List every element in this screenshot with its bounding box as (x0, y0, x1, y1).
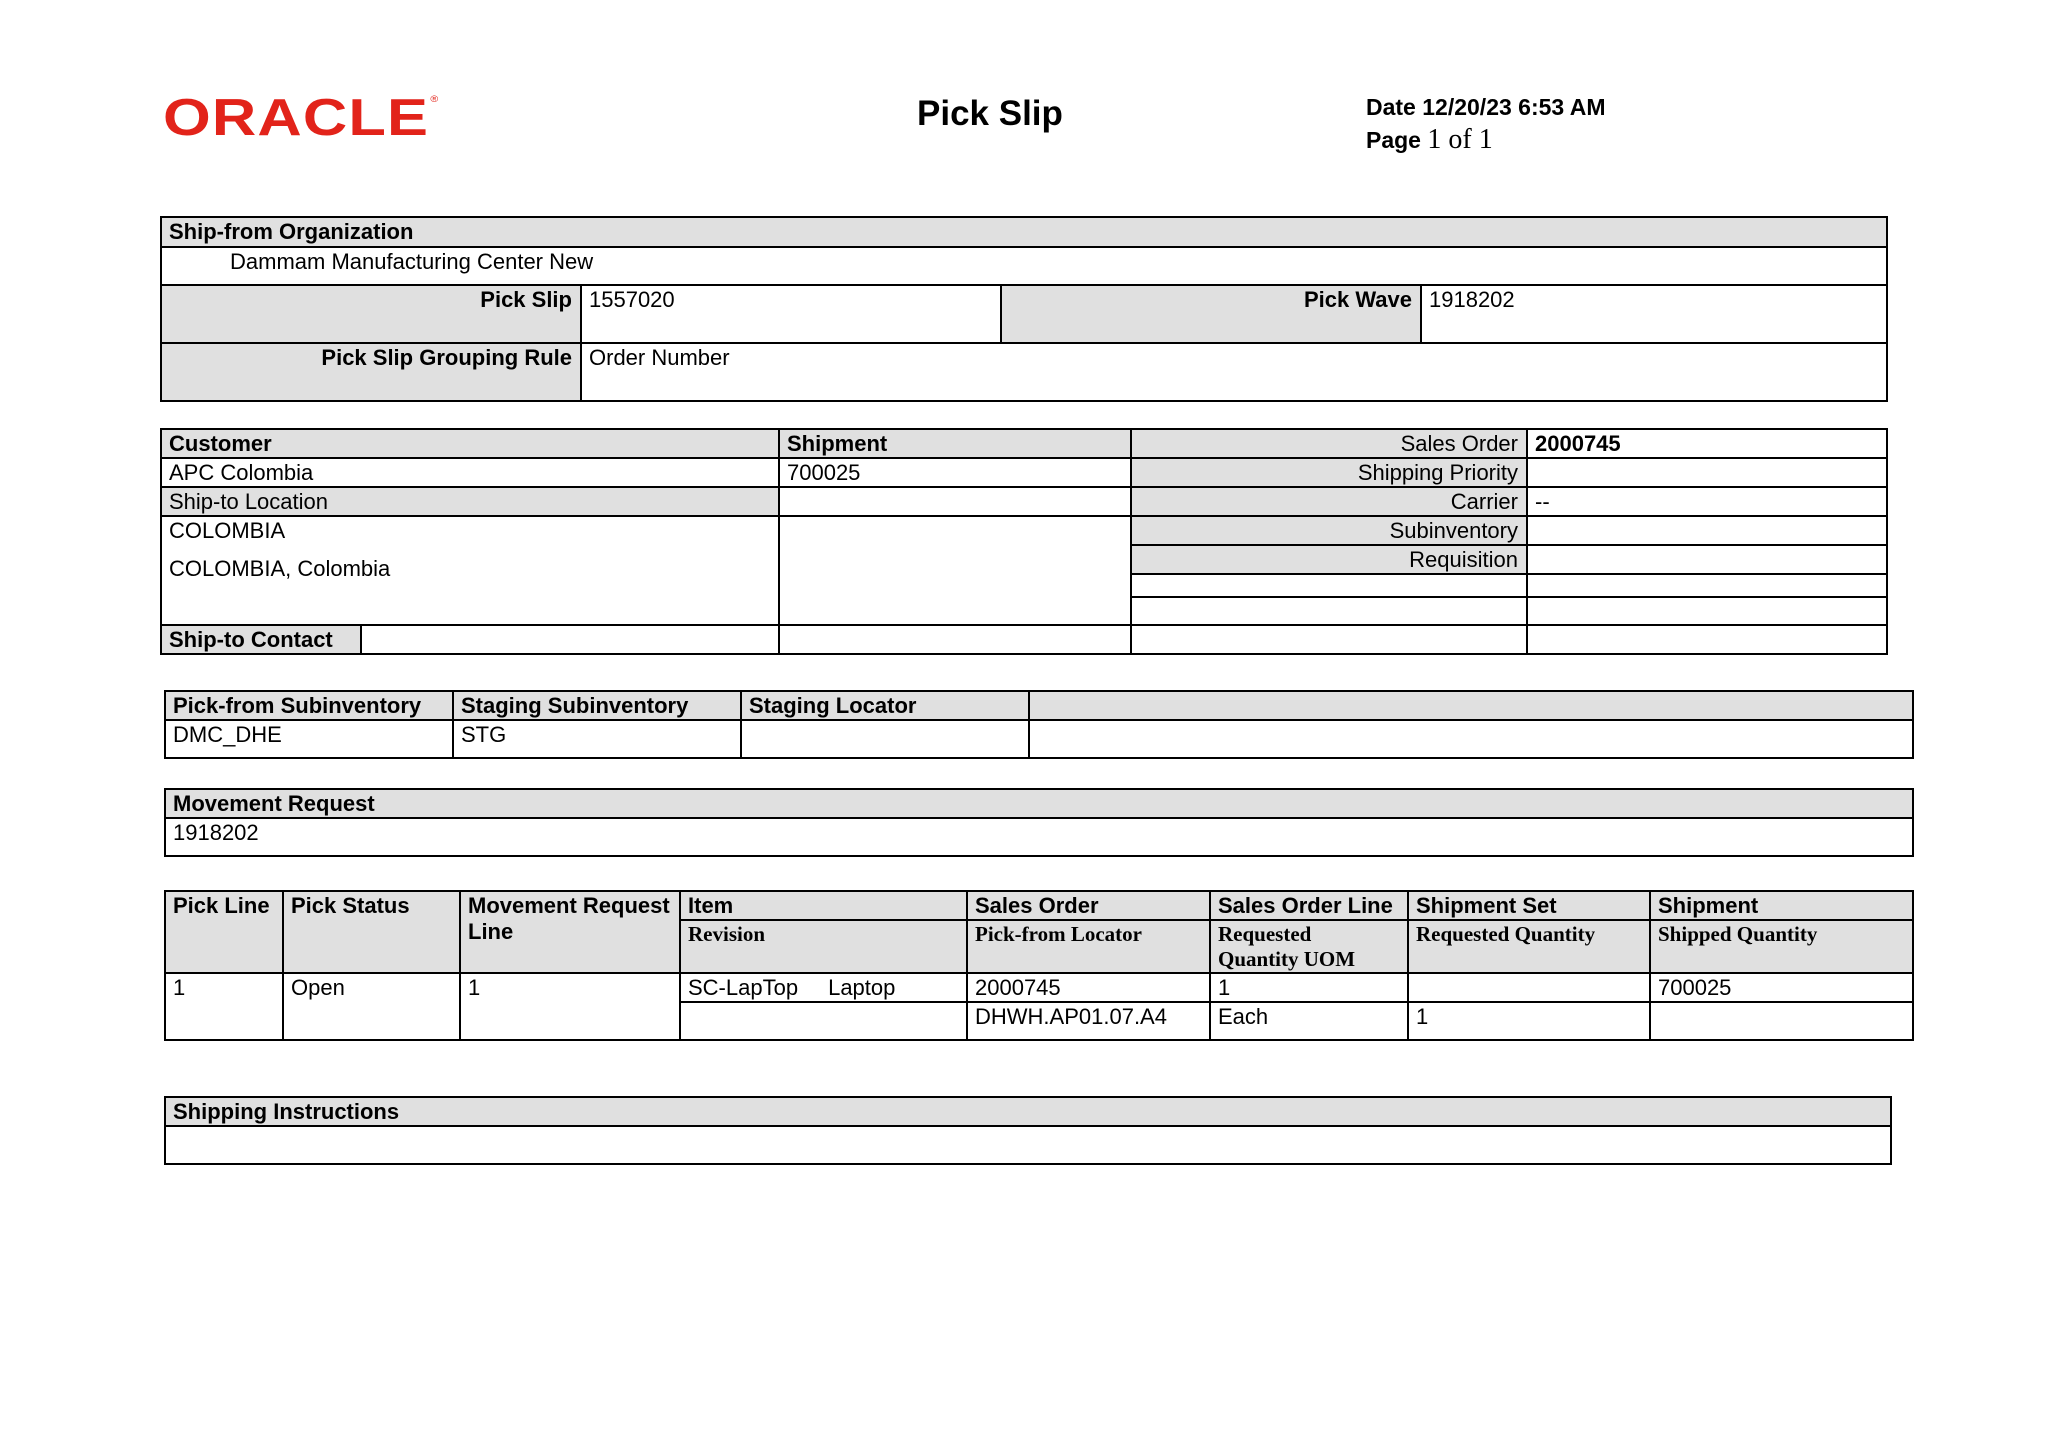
movement-request-value: 1918202 (165, 818, 1913, 856)
col-pick-line: Pick Line (165, 891, 283, 973)
shipping-instructions-label: Shipping Instructions (165, 1097, 1891, 1126)
ship-to-line1: COLOMBIA (169, 518, 286, 543)
pick-from-subinventory-label: Pick-from Subinventory (165, 691, 453, 720)
col-shipment: Shipment (1650, 891, 1913, 920)
subinventory-label: Subinventory (1131, 516, 1527, 545)
ship-to-line2: COLOMBIA, Colombia (169, 556, 391, 581)
shipment-bottom-cell (779, 625, 1131, 654)
pick-lines-table (164, 890, 1914, 1041)
sales-order-value: 2000745 (967, 973, 1210, 1002)
staging-subinventory-label: Staging Subinventory (453, 691, 741, 720)
page-label: Page (1366, 127, 1421, 153)
staging-subinventory-value: STG (453, 720, 741, 758)
col-shipment-set: Shipment Set (1408, 891, 1650, 920)
movement-request-line-value: 1 (460, 973, 680, 1040)
revision-value (680, 1002, 967, 1040)
col-requested-quantity-uom: Requested Quantity UOM (1210, 920, 1408, 973)
staging-locator-label: Staging Locator (741, 691, 1029, 720)
grouping-rule-label: Pick Slip Grouping Rule (161, 343, 581, 401)
col-revision: Revision (680, 920, 967, 973)
requested-quantity-uom-value: Each (1210, 1002, 1408, 1040)
staging-locator-value (741, 720, 1029, 758)
subinventory-value (1527, 516, 1887, 545)
customer-value: APC Colombia (161, 458, 779, 487)
org-label: Ship-from Organization (161, 217, 1887, 247)
shipping-instructions-value (165, 1126, 1891, 1164)
shipment-value: 700025 (1650, 973, 1913, 1002)
date-value: 12/20/23 6:53 AM (1422, 94, 1606, 120)
shipping-instructions-table (164, 1096, 1892, 1165)
page-title: Pick Slip (917, 94, 1063, 133)
col-sales-order-line: Sales Order Line (1210, 891, 1408, 920)
requested-quantity-value: 1 (1408, 1002, 1650, 1040)
col-sales-order: Sales Order (967, 891, 1210, 920)
ship-to-contact-label: Ship-to Contact (161, 625, 361, 654)
ship-to-contact-value (361, 625, 779, 654)
pick-wave-label: Pick Wave (1001, 285, 1421, 343)
shipping-priority-value (1527, 458, 1887, 487)
col-pick-from-locator: Pick-from Locator (967, 920, 1210, 973)
blank-value-cell (1527, 597, 1887, 625)
customer-table (160, 428, 1888, 655)
requisition-label: Requisition (1131, 545, 1527, 574)
sales-order-line-value: 1 (1210, 973, 1408, 1002)
pick-slip-value: 1557020 (581, 285, 1001, 343)
blank-value-cell (1527, 574, 1887, 597)
pick-wave-value: 1918202 (1421, 285, 1887, 343)
blank-value-cell (1029, 720, 1913, 758)
ship-to-location-label: Ship-to Location (161, 487, 779, 516)
requisition-value (1527, 545, 1887, 574)
shipment-blank-area (779, 516, 1131, 625)
sales-order-label: Sales Order (1131, 429, 1527, 458)
blank-label-cell (1131, 597, 1527, 625)
oracle-logo: ORACLE® (163, 89, 440, 147)
shipped-quantity-value (1650, 1002, 1913, 1040)
pick-status-value: Open (283, 973, 460, 1040)
date-label: Date (1366, 94, 1416, 120)
sales-order-value: 2000745 (1527, 429, 1887, 458)
movement-request-label: Movement Request (165, 789, 1913, 818)
movement-request-table (164, 788, 1914, 857)
carrier-value: -- (1527, 487, 1887, 516)
pick-line-value: 1 (165, 973, 283, 1040)
date-line (1366, 94, 1606, 121)
page-value: 1 of 1 (1427, 124, 1493, 155)
col-requested-quantity: Requested Quantity (1408, 920, 1650, 973)
blank-label-cell (1131, 625, 1527, 654)
org-value: Dammam Manufacturing Center New (161, 247, 1887, 285)
pick-from-locator-value: DHWH.AP01.07.A4 (967, 1002, 1210, 1040)
blank-header-cell (1029, 691, 1913, 720)
grouping-rule-value: Order Number (581, 343, 1887, 401)
org-table (160, 216, 1888, 402)
shipment-empty-cell (779, 487, 1131, 516)
blank-label-cell (1131, 574, 1527, 597)
shipping-priority-label: Shipping Priority (1131, 458, 1527, 487)
customer-label: Customer (161, 429, 779, 458)
shipment-label: Shipment (779, 429, 1131, 458)
pick-from-subinventory-value: DMC_DHE (165, 720, 453, 758)
col-pick-status: Pick Status (283, 891, 460, 973)
shipment-set-value (1408, 973, 1650, 1002)
col-movement-request-line: Movement Request Line (460, 891, 680, 973)
col-shipped-quantity: Shipped Quantity (1650, 920, 1913, 973)
page-line (1366, 124, 1493, 156)
subinventory-table (164, 690, 1914, 759)
item-value: SC-LapTop Laptop (680, 973, 967, 1002)
shipment-value: 700025 (779, 458, 1131, 487)
pick-slip-label: Pick Slip (161, 285, 581, 343)
blank-value-cell (1527, 625, 1887, 654)
ship-to-address (161, 516, 779, 625)
carrier-label: Carrier (1131, 487, 1527, 516)
table-row (165, 973, 1913, 1002)
col-item: Item (680, 891, 967, 920)
